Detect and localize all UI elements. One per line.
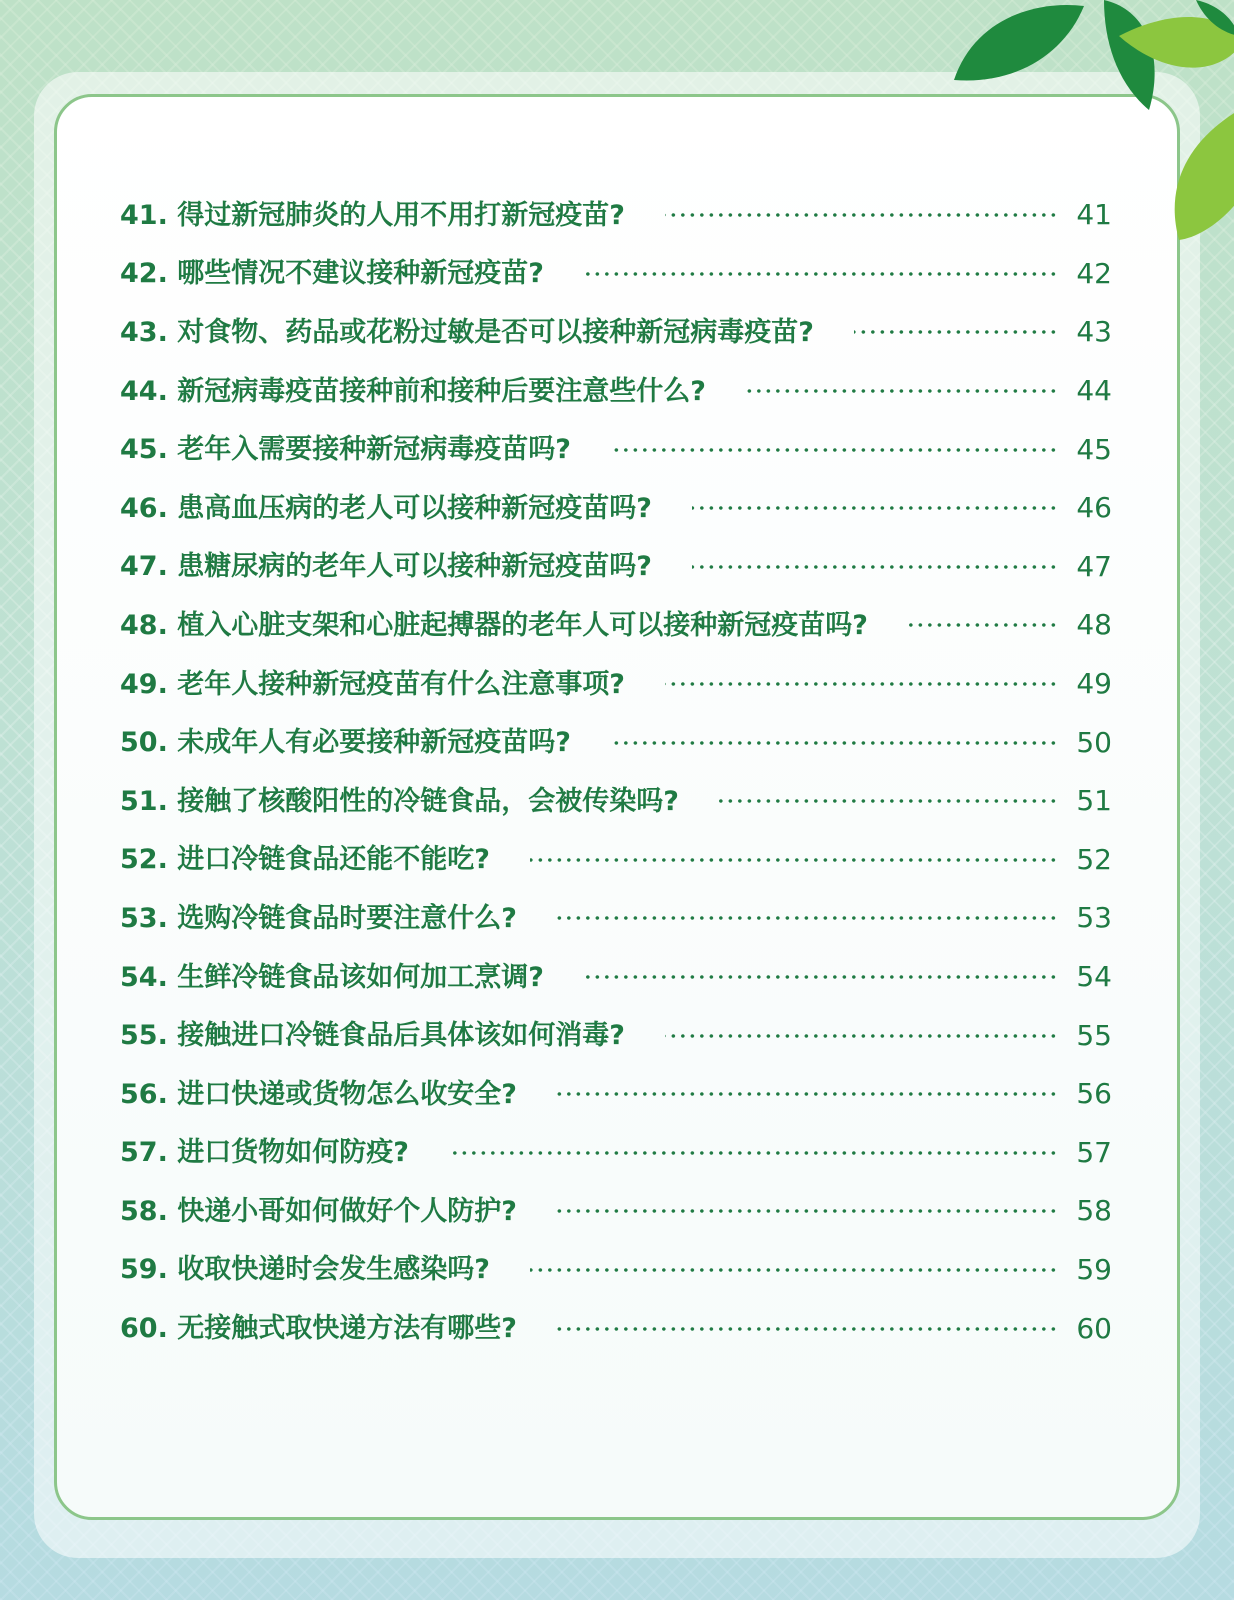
toc-page-number: 44 bbox=[1076, 374, 1112, 408]
toc-entry[interactable] bbox=[120, 362, 1112, 421]
toc-entry[interactable] bbox=[120, 1065, 1112, 1124]
dot-leader bbox=[449, 1149, 1058, 1157]
toc-entry-title: 41. 得过新冠肺炎的人用不用打新冠疫苗? bbox=[120, 199, 625, 231]
toc-entry[interactable] bbox=[120, 1182, 1112, 1241]
toc-entry[interactable] bbox=[120, 713, 1112, 772]
dot-leader bbox=[530, 856, 1058, 864]
dot-leader bbox=[557, 1207, 1058, 1215]
dot-leader bbox=[557, 1090, 1058, 1098]
toc-entry-title: 53. 选购冷链食品时要注意什么? bbox=[120, 902, 517, 934]
toc-page-number: 49 bbox=[1076, 667, 1112, 701]
toc-entry-title: 50. 未成年人有必要接种新冠疫苗吗? bbox=[120, 727, 571, 759]
toc-entry[interactable] bbox=[120, 831, 1112, 890]
toc-entry-title: 43. 对食物、药品或花粉过敏是否可以接种新冠病毒疫苗? bbox=[120, 316, 814, 348]
toc-page-number: 45 bbox=[1076, 432, 1112, 466]
dot-leader bbox=[665, 680, 1058, 688]
toc-entry[interactable] bbox=[120, 479, 1112, 538]
dot-leader bbox=[584, 270, 1058, 278]
toc-page-number: 56 bbox=[1076, 1077, 1112, 1111]
dot-leader bbox=[692, 504, 1058, 512]
dot-leader bbox=[557, 914, 1058, 922]
toc-entry[interactable] bbox=[120, 1241, 1112, 1300]
toc-entry-title: 47. 患糖尿病的老年人可以接种新冠疫苗吗? bbox=[120, 551, 652, 583]
toc-entry[interactable] bbox=[120, 1299, 1112, 1358]
toc-page-number: 53 bbox=[1076, 901, 1112, 935]
dot-leader bbox=[692, 563, 1058, 571]
dot-leader bbox=[665, 211, 1058, 219]
toc-entry-title: 59. 收取快递时会发生感染吗? bbox=[120, 1254, 490, 1286]
toc-entry[interactable] bbox=[120, 655, 1112, 714]
toc-entry-title: 49. 老年人接种新冠疫苗有什么注意事项? bbox=[120, 668, 625, 700]
toc-page-number: 41 bbox=[1076, 198, 1112, 232]
toc-entry-title: 42. 哪些情况不建议接种新冠疫苗? bbox=[120, 258, 544, 290]
toc-page-number: 47 bbox=[1076, 549, 1112, 583]
toc-entry-title: 45. 老年入需要接种新冠病毒疫苗吗? bbox=[120, 434, 571, 466]
toc-entry-title: 51. 接触了核酸阳性的冷链食品，会被传染吗? bbox=[120, 785, 679, 817]
toc-page-number: 52 bbox=[1076, 842, 1112, 876]
dot-leader bbox=[611, 739, 1058, 747]
toc-entry-title: 52. 进口冷链食品还能不能吃? bbox=[120, 844, 490, 876]
dot-leader bbox=[719, 797, 1058, 805]
toc-entry[interactable] bbox=[120, 538, 1112, 597]
toc-entry-title: 46. 患高血压病的老人可以接种新冠疫苗吗? bbox=[120, 492, 652, 524]
dot-leader bbox=[584, 973, 1058, 981]
toc-entry[interactable] bbox=[120, 889, 1112, 948]
toc-page-number: 43 bbox=[1076, 315, 1112, 349]
toc-entry-title: 58. 快递小哥如何做好个人防护? bbox=[120, 1195, 517, 1227]
dot-leader bbox=[557, 1325, 1058, 1333]
toc-entry[interactable] bbox=[120, 948, 1112, 1007]
table-of-contents bbox=[120, 186, 1112, 1358]
toc-page-number: 54 bbox=[1076, 960, 1112, 994]
toc-page-number: 50 bbox=[1076, 725, 1112, 759]
toc-entry[interactable] bbox=[120, 1006, 1112, 1065]
dot-leader bbox=[746, 387, 1058, 395]
toc-entry-title: 56. 进口快递或货物怎么收安全? bbox=[120, 1078, 517, 1110]
toc-page-number: 48 bbox=[1076, 608, 1112, 642]
toc-entry[interactable] bbox=[120, 772, 1112, 831]
toc-page-number: 42 bbox=[1076, 256, 1112, 290]
toc-entry[interactable] bbox=[120, 245, 1112, 304]
toc-page-number: 59 bbox=[1076, 1252, 1112, 1286]
toc-entry-title: 55. 接触进口冷链食品后具体该如何消毒? bbox=[120, 1020, 625, 1052]
toc-page-number: 51 bbox=[1076, 784, 1112, 818]
toc-page-number: 57 bbox=[1076, 1135, 1112, 1169]
toc-entry-title: 54. 生鲜冷链食品该如何加工烹调? bbox=[120, 961, 544, 993]
toc-entry[interactable] bbox=[120, 596, 1112, 655]
toc-page-number: 55 bbox=[1076, 1018, 1112, 1052]
dot-leader bbox=[908, 621, 1058, 629]
toc-entry-title: 48. 植入心脏支架和心脏起搏器的老年人可以接种新冠疫苗吗? bbox=[120, 609, 868, 641]
toc-entry-title: 44. 新冠病毒疫苗接种前和接种后要注意些什么? bbox=[120, 375, 706, 407]
dot-leader bbox=[665, 1032, 1058, 1040]
toc-entry[interactable] bbox=[120, 420, 1112, 479]
toc-entry[interactable] bbox=[120, 303, 1112, 362]
dot-leader bbox=[854, 328, 1058, 336]
toc-entry-title: 60. 无接触式取快递方法有哪些? bbox=[120, 1313, 517, 1345]
toc-entry-title: 57. 进口货物如何防疫? bbox=[120, 1137, 409, 1169]
toc-page-number: 60 bbox=[1076, 1311, 1112, 1345]
toc-entry[interactable] bbox=[120, 186, 1112, 245]
toc-entry[interactable] bbox=[120, 1124, 1112, 1183]
toc-page-number: 46 bbox=[1076, 491, 1112, 525]
dot-leader bbox=[611, 446, 1058, 454]
toc-page-number: 58 bbox=[1076, 1194, 1112, 1228]
dot-leader bbox=[530, 1266, 1058, 1274]
